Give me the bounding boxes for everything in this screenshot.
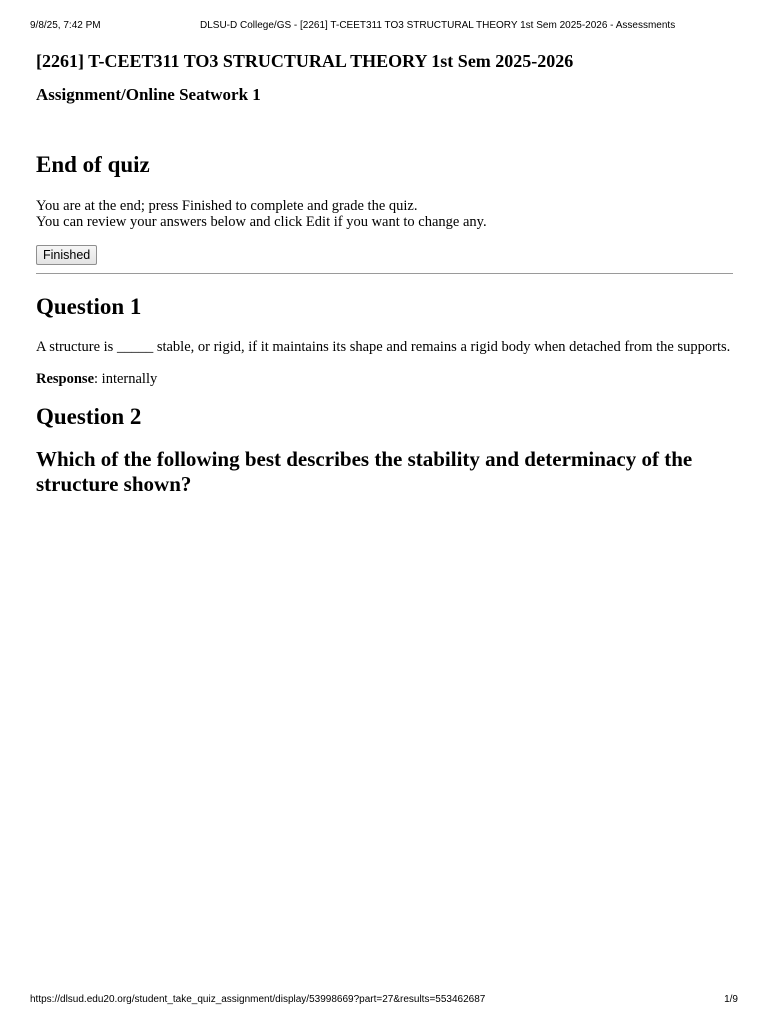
print-footer xyxy=(30,993,738,1007)
end-of-quiz-heading: End of quiz xyxy=(36,152,150,177)
question-2-heading: Question 2 xyxy=(36,404,142,429)
question-1-heading: Question 1 xyxy=(36,294,142,319)
divider xyxy=(36,273,733,274)
print-page-title: DLSU-D College/GS - [2261] T-CEET311 TO3 STRUCTURAL THEORY 1st Sem 2025-2026 - Assessments xyxy=(200,20,676,31)
end-of-quiz-line-1: You are at the end; press Finished to complete and grade the quiz. xyxy=(36,198,418,214)
response-value: : internally xyxy=(94,371,158,387)
course-title: [2261] T-CEET311 TO3 STRUCTURAL THEORY 1st Sem 2025-2026 xyxy=(36,51,574,71)
finished-button[interactable]: Finished xyxy=(36,245,97,265)
print-page-number: 1/9 xyxy=(724,994,738,1005)
assignment-title: Assignment/Online Seatwork 1 xyxy=(36,85,261,104)
end-of-quiz-instructions xyxy=(36,198,733,230)
print-date: 9/8/25, 7:42 PM xyxy=(30,20,101,31)
main-content xyxy=(36,48,733,497)
print-url: https://dlsud.edu20.org/student_take_quiz_assignment/display/53998669?part=27&results=553462687 xyxy=(30,994,486,1005)
print-header xyxy=(30,19,738,33)
question-1-text: A structure is _____ stable, or rigid, if it maintains its shape and remains a rigid body when detached from the supports. xyxy=(36,339,731,355)
question-1-response xyxy=(36,371,733,387)
question-2-prompt: Which of the following best describes the stability and determinacy of the structure shown? xyxy=(36,447,693,496)
response-label: Response xyxy=(36,371,95,387)
end-of-quiz-line-2: You can review your answers below and click Edit if you want to change any. xyxy=(36,214,487,230)
